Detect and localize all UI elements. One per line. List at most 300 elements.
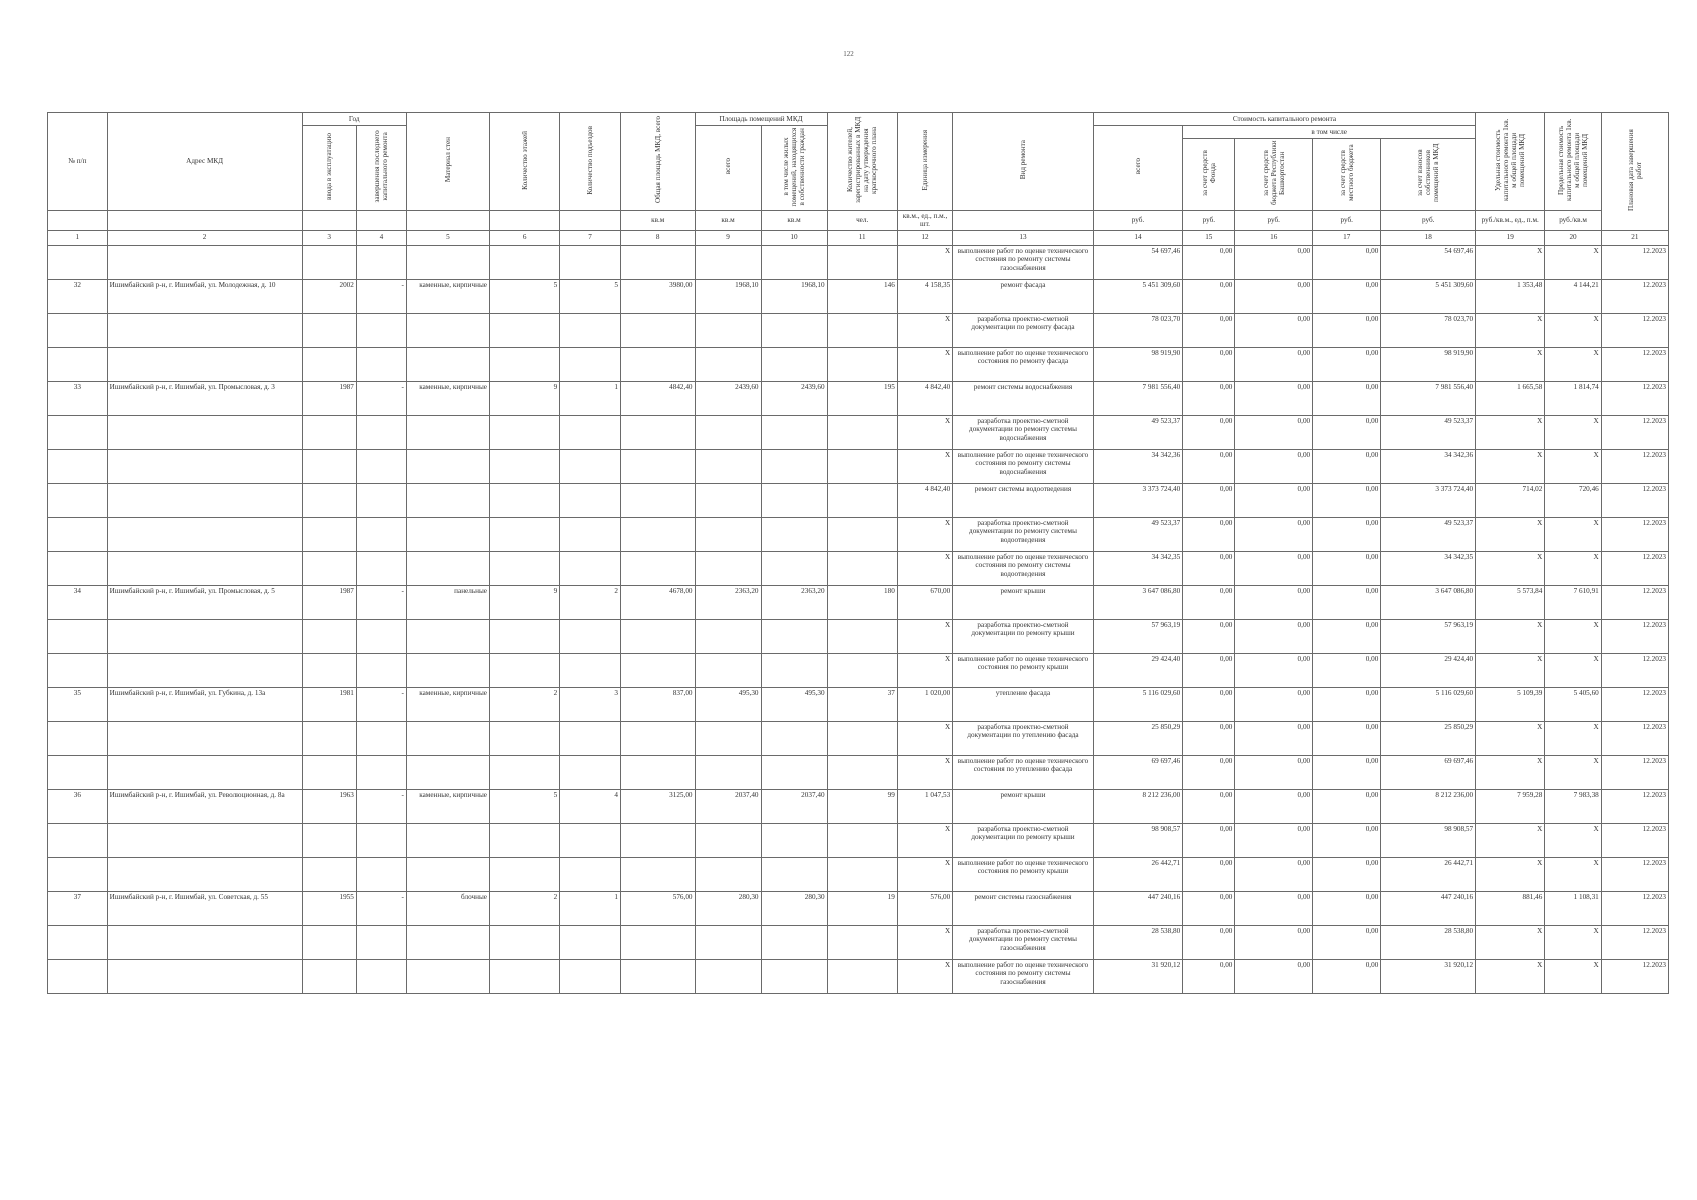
table-row xyxy=(48,381,1669,415)
unit-cell: X xyxy=(897,313,952,347)
unit-cell: 670,00 xyxy=(897,585,952,619)
entrances-cell: 1 xyxy=(560,891,621,925)
cost-owners-cell: 3 647 086,80 xyxy=(1381,585,1476,619)
header-cost-republic: за счет средств бюджета Республики Башкортостан xyxy=(1235,139,1313,211)
cost-total-cell: 7 981 556,40 xyxy=(1093,381,1182,415)
wall-material-cell xyxy=(406,245,489,279)
table-row xyxy=(48,415,1669,449)
floors-cell: 2 xyxy=(489,891,559,925)
residents-cell xyxy=(827,925,897,959)
unit-cell: 1 047,53 xyxy=(897,789,952,823)
premises-residential-cell xyxy=(761,823,827,857)
cost-fund-cell: 0,00 xyxy=(1183,279,1235,313)
entrances-cell: 3 xyxy=(560,687,621,721)
cost-total-cell: 49 523,37 xyxy=(1093,415,1182,449)
cost-total-cell: 28 538,80 xyxy=(1093,925,1182,959)
max-cost-cell: X xyxy=(1545,857,1601,891)
floors-cell xyxy=(489,517,559,551)
entrances-cell xyxy=(560,551,621,585)
residents-cell: 180 xyxy=(827,585,897,619)
work-type-cell: разработка проектно-сметной документации по ремонту системы водоснабжения xyxy=(953,415,1094,449)
year-commission-cell xyxy=(302,823,356,857)
premises-total-cell xyxy=(695,857,761,891)
cost-fund-cell: 0,00 xyxy=(1183,483,1235,517)
table-row xyxy=(48,313,1669,347)
wall-material-cell: каменные, кирпичные xyxy=(406,381,489,415)
planned-date-cell: 12.2023 xyxy=(1601,483,1668,517)
floors-cell: 9 xyxy=(489,381,559,415)
planned-date-cell: 12.2023 xyxy=(1601,857,1668,891)
cost-local-cell: 0,00 xyxy=(1313,245,1381,279)
address-cell xyxy=(107,857,302,891)
work-type-cell: ремонт системы водоснабжения xyxy=(953,381,1094,415)
address-cell xyxy=(107,653,302,687)
year-commission-cell xyxy=(302,721,356,755)
specific-cost-cell: X xyxy=(1476,517,1545,551)
cost-total-cell: 5 116 029,60 xyxy=(1093,687,1182,721)
planned-date-cell: 12.2023 xyxy=(1601,925,1668,959)
premises-residential-cell: 2363,20 xyxy=(761,585,827,619)
column-number: 15 xyxy=(1183,230,1235,245)
cost-total-cell: 5 451 309,60 xyxy=(1093,279,1182,313)
cost-total-cell: 447 240,16 xyxy=(1093,891,1182,925)
planned-date-cell: 12.2023 xyxy=(1601,959,1668,993)
address-cell xyxy=(107,245,302,279)
entrances-cell: 5 xyxy=(560,279,621,313)
planned-date-cell: 12.2023 xyxy=(1601,245,1668,279)
premises-residential-cell xyxy=(761,959,827,993)
address-cell xyxy=(107,347,302,381)
cost-fund-cell: 0,00 xyxy=(1183,857,1235,891)
floors-cell xyxy=(489,925,559,959)
unit-c12: кв.м., ед., п.м., шт. xyxy=(897,210,952,230)
year-repair-cell: - xyxy=(356,585,406,619)
header-year-last-repair: завершения последнего капитального ремонта xyxy=(356,126,406,211)
wall-material-cell xyxy=(406,857,489,891)
cost-local-cell: 0,00 xyxy=(1313,823,1381,857)
year-repair-cell xyxy=(356,517,406,551)
cost-fund-cell: 0,00 xyxy=(1183,449,1235,483)
planned-date-cell: 12.2023 xyxy=(1601,415,1668,449)
unit-c17: руб. xyxy=(1313,210,1381,230)
unit-cell: X xyxy=(897,347,952,381)
table-row xyxy=(48,823,1669,857)
entrances-cell xyxy=(560,857,621,891)
floors-cell xyxy=(489,653,559,687)
cost-owners-cell: 3 373 724,40 xyxy=(1381,483,1476,517)
total-area-cell xyxy=(620,415,695,449)
work-type-cell: выполнение работ по оценке технического состояния по ремонту системы газоснабжения xyxy=(953,245,1094,279)
row-number xyxy=(48,415,108,449)
cost-republic-cell: 0,00 xyxy=(1235,619,1313,653)
cost-fund-cell: 0,00 xyxy=(1183,551,1235,585)
column-number: 11 xyxy=(827,230,897,245)
premises-residential-cell xyxy=(761,755,827,789)
cost-total-cell: 54 697,46 xyxy=(1093,245,1182,279)
table-row xyxy=(48,551,1669,585)
cost-owners-cell: 78 023,70 xyxy=(1381,313,1476,347)
max-cost-cell: 5 405,60 xyxy=(1545,687,1601,721)
total-area-cell xyxy=(620,483,695,517)
address-cell xyxy=(107,619,302,653)
work-type-cell: разработка проектно-сметной документации по утеплению фасада xyxy=(953,721,1094,755)
header-premises-residential: в том числе жилых помещений, находящихся в собственности граждан xyxy=(761,126,827,211)
cost-owners-cell: 28 538,80 xyxy=(1381,925,1476,959)
cost-owners-cell: 5 116 029,60 xyxy=(1381,687,1476,721)
row-number: 36 xyxy=(48,789,108,823)
work-type-cell: ремонт фасада xyxy=(953,279,1094,313)
entrances-cell xyxy=(560,483,621,517)
total-area-cell: 837,00 xyxy=(620,687,695,721)
row-number xyxy=(48,959,108,993)
residents-cell: 146 xyxy=(827,279,897,313)
cost-fund-cell: 0,00 xyxy=(1183,381,1235,415)
wall-material-cell: каменные, кирпичные xyxy=(406,279,489,313)
address-cell: Ишимбайский р-н, г. Ишимбай, ул. Молодежная, д. 10 xyxy=(107,279,302,313)
year-repair-cell xyxy=(356,347,406,381)
entrances-cell xyxy=(560,449,621,483)
cost-local-cell: 0,00 xyxy=(1313,381,1381,415)
cost-local-cell: 0,00 xyxy=(1313,483,1381,517)
unit-cell: 4 842,40 xyxy=(897,483,952,517)
specific-cost-cell: X xyxy=(1476,245,1545,279)
entrances-cell xyxy=(560,823,621,857)
cost-local-cell: 0,00 xyxy=(1313,619,1381,653)
premises-residential-cell xyxy=(761,857,827,891)
planned-date-cell: 12.2023 xyxy=(1601,687,1668,721)
unit-c16: руб. xyxy=(1235,210,1313,230)
work-type-cell: утепление фасада xyxy=(953,687,1094,721)
cost-fund-cell: 0,00 xyxy=(1183,959,1235,993)
total-area-cell xyxy=(620,619,695,653)
cost-republic-cell: 0,00 xyxy=(1235,517,1313,551)
cost-local-cell: 0,00 xyxy=(1313,959,1381,993)
header-work-type: Вид ремонта xyxy=(953,113,1094,211)
premises-total-cell: 495,30 xyxy=(695,687,761,721)
table-row xyxy=(48,687,1669,721)
premises-total-cell xyxy=(695,245,761,279)
cost-total-cell: 25 850,29 xyxy=(1093,721,1182,755)
column-number: 19 xyxy=(1476,230,1545,245)
column-number: 21 xyxy=(1601,230,1668,245)
premises-total-cell xyxy=(695,653,761,687)
cost-total-cell: 8 212 236,00 xyxy=(1093,789,1182,823)
unit-c8: кв.м xyxy=(620,210,695,230)
specific-cost-cell: 5 109,39 xyxy=(1476,687,1545,721)
wall-material-cell: блочные xyxy=(406,891,489,925)
column-number: 12 xyxy=(897,230,952,245)
cost-total-cell: 34 342,35 xyxy=(1093,551,1182,585)
residents-cell xyxy=(827,517,897,551)
work-type-cell: выполнение работ по оценке технического состояния по ремонту системы водоснабжения xyxy=(953,449,1094,483)
cost-republic-cell: 0,00 xyxy=(1235,857,1313,891)
entrances-cell xyxy=(560,721,621,755)
premises-total-cell xyxy=(695,313,761,347)
cost-local-cell: 0,00 xyxy=(1313,891,1381,925)
cost-republic-cell: 0,00 xyxy=(1235,245,1313,279)
specific-cost-cell: 714,02 xyxy=(1476,483,1545,517)
total-area-cell: 3980,00 xyxy=(620,279,695,313)
cost-fund-cell: 0,00 xyxy=(1183,687,1235,721)
column-number: 2 xyxy=(107,230,302,245)
cost-total-cell: 29 424,40 xyxy=(1093,653,1182,687)
premises-total-cell: 280,30 xyxy=(695,891,761,925)
floors-cell xyxy=(489,415,559,449)
floors-cell xyxy=(489,721,559,755)
header-cost: Стоимость капитального ремонта xyxy=(1093,113,1475,126)
premises-total-cell: 2363,20 xyxy=(695,585,761,619)
address-cell xyxy=(107,959,302,993)
max-cost-cell: X xyxy=(1545,653,1601,687)
unit-cell: 4 158,35 xyxy=(897,279,952,313)
specific-cost-cell: X xyxy=(1476,313,1545,347)
premises-residential-cell xyxy=(761,721,827,755)
cost-owners-cell: 26 442,71 xyxy=(1381,857,1476,891)
cost-local-cell: 0,00 xyxy=(1313,925,1381,959)
cost-local-cell: 0,00 xyxy=(1313,721,1381,755)
column-number: 3 xyxy=(302,230,356,245)
residents-cell xyxy=(827,551,897,585)
year-commission-cell: 2002 xyxy=(302,279,356,313)
row-number xyxy=(48,347,108,381)
header-floors: Количество этажей xyxy=(489,113,559,211)
unit-c14: руб. xyxy=(1093,210,1182,230)
planned-date-cell: 12.2023 xyxy=(1601,653,1668,687)
cost-owners-cell: 8 212 236,00 xyxy=(1381,789,1476,823)
max-cost-cell: X xyxy=(1545,551,1601,585)
cost-total-cell: 69 697,46 xyxy=(1093,755,1182,789)
year-repair-cell: - xyxy=(356,279,406,313)
total-area-cell xyxy=(620,313,695,347)
max-cost-cell: X xyxy=(1545,721,1601,755)
max-cost-cell: 1 108,31 xyxy=(1545,891,1601,925)
floors-cell xyxy=(489,755,559,789)
cost-total-cell: 57 963,19 xyxy=(1093,619,1182,653)
unit-cell: X xyxy=(897,619,952,653)
row-number xyxy=(48,517,108,551)
cost-owners-cell: 49 523,37 xyxy=(1381,517,1476,551)
premises-total-cell xyxy=(695,925,761,959)
unit-cell: X xyxy=(897,551,952,585)
year-commission-cell xyxy=(302,653,356,687)
planned-date-cell: 12.2023 xyxy=(1601,551,1668,585)
cost-republic-cell: 0,00 xyxy=(1235,891,1313,925)
table-row xyxy=(48,857,1669,891)
row-number xyxy=(48,721,108,755)
planned-date-cell: 12.2023 xyxy=(1601,755,1668,789)
year-commission-cell xyxy=(302,551,356,585)
year-commission-cell xyxy=(302,347,356,381)
residents-cell xyxy=(827,857,897,891)
premises-total-cell xyxy=(695,619,761,653)
unit-cell: X xyxy=(897,823,952,857)
cost-owners-cell: 57 963,19 xyxy=(1381,619,1476,653)
cost-fund-cell: 0,00 xyxy=(1183,925,1235,959)
floors-cell xyxy=(489,619,559,653)
year-commission-cell: 1987 xyxy=(302,585,356,619)
total-area-cell xyxy=(620,857,695,891)
specific-cost-cell: X xyxy=(1476,347,1545,381)
max-cost-cell: X xyxy=(1545,245,1601,279)
specific-cost-cell: X xyxy=(1476,653,1545,687)
work-type-cell: разработка проектно-сметной документации по ремонту системы газоснабжения xyxy=(953,925,1094,959)
premises-residential-cell xyxy=(761,415,827,449)
column-number: 6 xyxy=(489,230,559,245)
unit-cell: 576,00 xyxy=(897,891,952,925)
column-number: 10 xyxy=(761,230,827,245)
floors-cell xyxy=(489,347,559,381)
specific-cost-cell: X xyxy=(1476,721,1545,755)
work-type-cell: выполнение работ по оценке технического состояния по ремонту крыши xyxy=(953,653,1094,687)
address-cell: Ишимбайский р-н, г. Ишимбай, ул. Советская, д. 55 xyxy=(107,891,302,925)
cost-republic-cell: 0,00 xyxy=(1235,551,1313,585)
cost-fund-cell: 0,00 xyxy=(1183,755,1235,789)
residents-cell xyxy=(827,619,897,653)
unit-cell: 1 020,00 xyxy=(897,687,952,721)
premises-total-cell xyxy=(695,755,761,789)
column-number: 7 xyxy=(560,230,621,245)
work-type-cell: выполнение работ по оценке технического состояния по ремонту фасада xyxy=(953,347,1094,381)
max-cost-cell: X xyxy=(1545,415,1601,449)
column-number: 17 xyxy=(1313,230,1381,245)
header-year-commission: ввода в эксплуатацию xyxy=(302,126,356,211)
entrances-cell xyxy=(560,755,621,789)
address-cell: Ишимбайский р-н, г. Ишимбай, ул. Революционная, д. 8а xyxy=(107,789,302,823)
cost-republic-cell: 0,00 xyxy=(1235,823,1313,857)
unit-cell: X xyxy=(897,415,952,449)
column-number: 8 xyxy=(620,230,695,245)
year-repair-cell xyxy=(356,449,406,483)
total-area-cell: 3125,00 xyxy=(620,789,695,823)
work-type-cell: разработка проектно-сметной документации по ремонту крыши xyxy=(953,619,1094,653)
cost-owners-cell: 98 919,90 xyxy=(1381,347,1476,381)
column-number: 9 xyxy=(695,230,761,245)
unit-c19: руб./кв.м., ед., п.м. xyxy=(1476,210,1545,230)
address-cell xyxy=(107,925,302,959)
wall-material-cell xyxy=(406,925,489,959)
cost-fund-cell: 0,00 xyxy=(1183,653,1235,687)
cost-fund-cell: 0,00 xyxy=(1183,517,1235,551)
floors-cell xyxy=(489,857,559,891)
capital-repair-table xyxy=(47,112,1669,994)
entrances-cell xyxy=(560,619,621,653)
premises-total-cell xyxy=(695,959,761,993)
year-repair-cell: - xyxy=(356,381,406,415)
max-cost-cell: X xyxy=(1545,755,1601,789)
cost-local-cell: 0,00 xyxy=(1313,449,1381,483)
unit-cell xyxy=(356,210,406,230)
unit-c9: кв.м xyxy=(695,210,761,230)
premises-total-cell xyxy=(695,415,761,449)
work-type-cell: выполнение работ по оценке технического состояния по ремонту крыши xyxy=(953,857,1094,891)
unit-cell xyxy=(107,210,302,230)
column-number: 4 xyxy=(356,230,406,245)
wall-material-cell: панельные xyxy=(406,585,489,619)
row-number xyxy=(48,653,108,687)
specific-cost-cell: X xyxy=(1476,551,1545,585)
premises-residential-cell: 2037,40 xyxy=(761,789,827,823)
premises-residential-cell xyxy=(761,653,827,687)
premises-total-cell xyxy=(695,517,761,551)
max-cost-cell: X xyxy=(1545,449,1601,483)
premises-residential-cell: 1968,10 xyxy=(761,279,827,313)
column-number: 1 xyxy=(48,230,108,245)
floors-cell xyxy=(489,551,559,585)
wall-material-cell xyxy=(406,721,489,755)
cost-local-cell: 0,00 xyxy=(1313,347,1381,381)
specific-cost-cell: X xyxy=(1476,449,1545,483)
column-number: 20 xyxy=(1545,230,1601,245)
max-cost-cell: X xyxy=(1545,517,1601,551)
specific-cost-cell: 1 353,48 xyxy=(1476,279,1545,313)
row-number xyxy=(48,857,108,891)
work-type-cell: ремонт крыши xyxy=(953,789,1094,823)
wall-material-cell xyxy=(406,653,489,687)
year-commission-cell xyxy=(302,925,356,959)
premises-residential-cell xyxy=(761,619,827,653)
address-cell xyxy=(107,517,302,551)
wall-material-cell xyxy=(406,619,489,653)
cost-total-cell: 98 919,90 xyxy=(1093,347,1182,381)
work-type-cell: ремонт системы водоотведения xyxy=(953,483,1094,517)
premises-residential-cell: 495,30 xyxy=(761,687,827,721)
residents-cell xyxy=(827,959,897,993)
year-repair-cell: - xyxy=(356,687,406,721)
header-cost-local: за счет средств местного бюджета xyxy=(1313,139,1381,211)
total-area-cell: 576,00 xyxy=(620,891,695,925)
entrances-cell xyxy=(560,925,621,959)
premises-total-cell xyxy=(695,449,761,483)
planned-date-cell: 12.2023 xyxy=(1601,789,1668,823)
premises-residential-cell xyxy=(761,925,827,959)
unit-c20: руб./кв.м xyxy=(1545,210,1601,230)
table-row xyxy=(48,925,1669,959)
year-commission-cell: 1981 xyxy=(302,687,356,721)
unit-cell xyxy=(406,210,489,230)
planned-date-cell: 12.2023 xyxy=(1601,347,1668,381)
year-repair-cell: - xyxy=(356,891,406,925)
wall-material-cell: каменные, кирпичные xyxy=(406,687,489,721)
specific-cost-cell: X xyxy=(1476,959,1545,993)
work-type-cell: разработка проектно-сметной документации по ремонту фасада xyxy=(953,313,1094,347)
column-number: 5 xyxy=(406,230,489,245)
cost-owners-cell: 98 908,57 xyxy=(1381,823,1476,857)
row-number xyxy=(48,755,108,789)
cost-local-cell: 0,00 xyxy=(1313,279,1381,313)
cost-total-cell: 98 908,57 xyxy=(1093,823,1182,857)
column-number: 14 xyxy=(1093,230,1182,245)
page-number: 122 xyxy=(843,50,854,58)
specific-cost-cell: X xyxy=(1476,415,1545,449)
header-wall-material: Материал стен xyxy=(406,113,489,211)
cost-local-cell: 0,00 xyxy=(1313,857,1381,891)
cost-republic-cell: 0,00 xyxy=(1235,789,1313,823)
specific-cost-cell: 7 959,28 xyxy=(1476,789,1545,823)
wall-material-cell xyxy=(406,517,489,551)
planned-date-cell: 12.2023 xyxy=(1601,619,1668,653)
unit-c11: чел. xyxy=(827,210,897,230)
max-cost-cell: X xyxy=(1545,959,1601,993)
year-commission-cell xyxy=(302,449,356,483)
cost-owners-cell: 31 920,12 xyxy=(1381,959,1476,993)
header-entrances: Количество подъездов xyxy=(560,113,621,211)
work-type-cell: выполнение работ по оценке технического состояния по ремонту системы газоснабжения xyxy=(953,959,1094,993)
cost-total-cell: 3 373 724,40 xyxy=(1093,483,1182,517)
work-type-cell: ремонт системы газоснабжения xyxy=(953,891,1094,925)
column-number: 16 xyxy=(1235,230,1313,245)
cost-fund-cell: 0,00 xyxy=(1183,789,1235,823)
cost-owners-cell: 447 240,16 xyxy=(1381,891,1476,925)
